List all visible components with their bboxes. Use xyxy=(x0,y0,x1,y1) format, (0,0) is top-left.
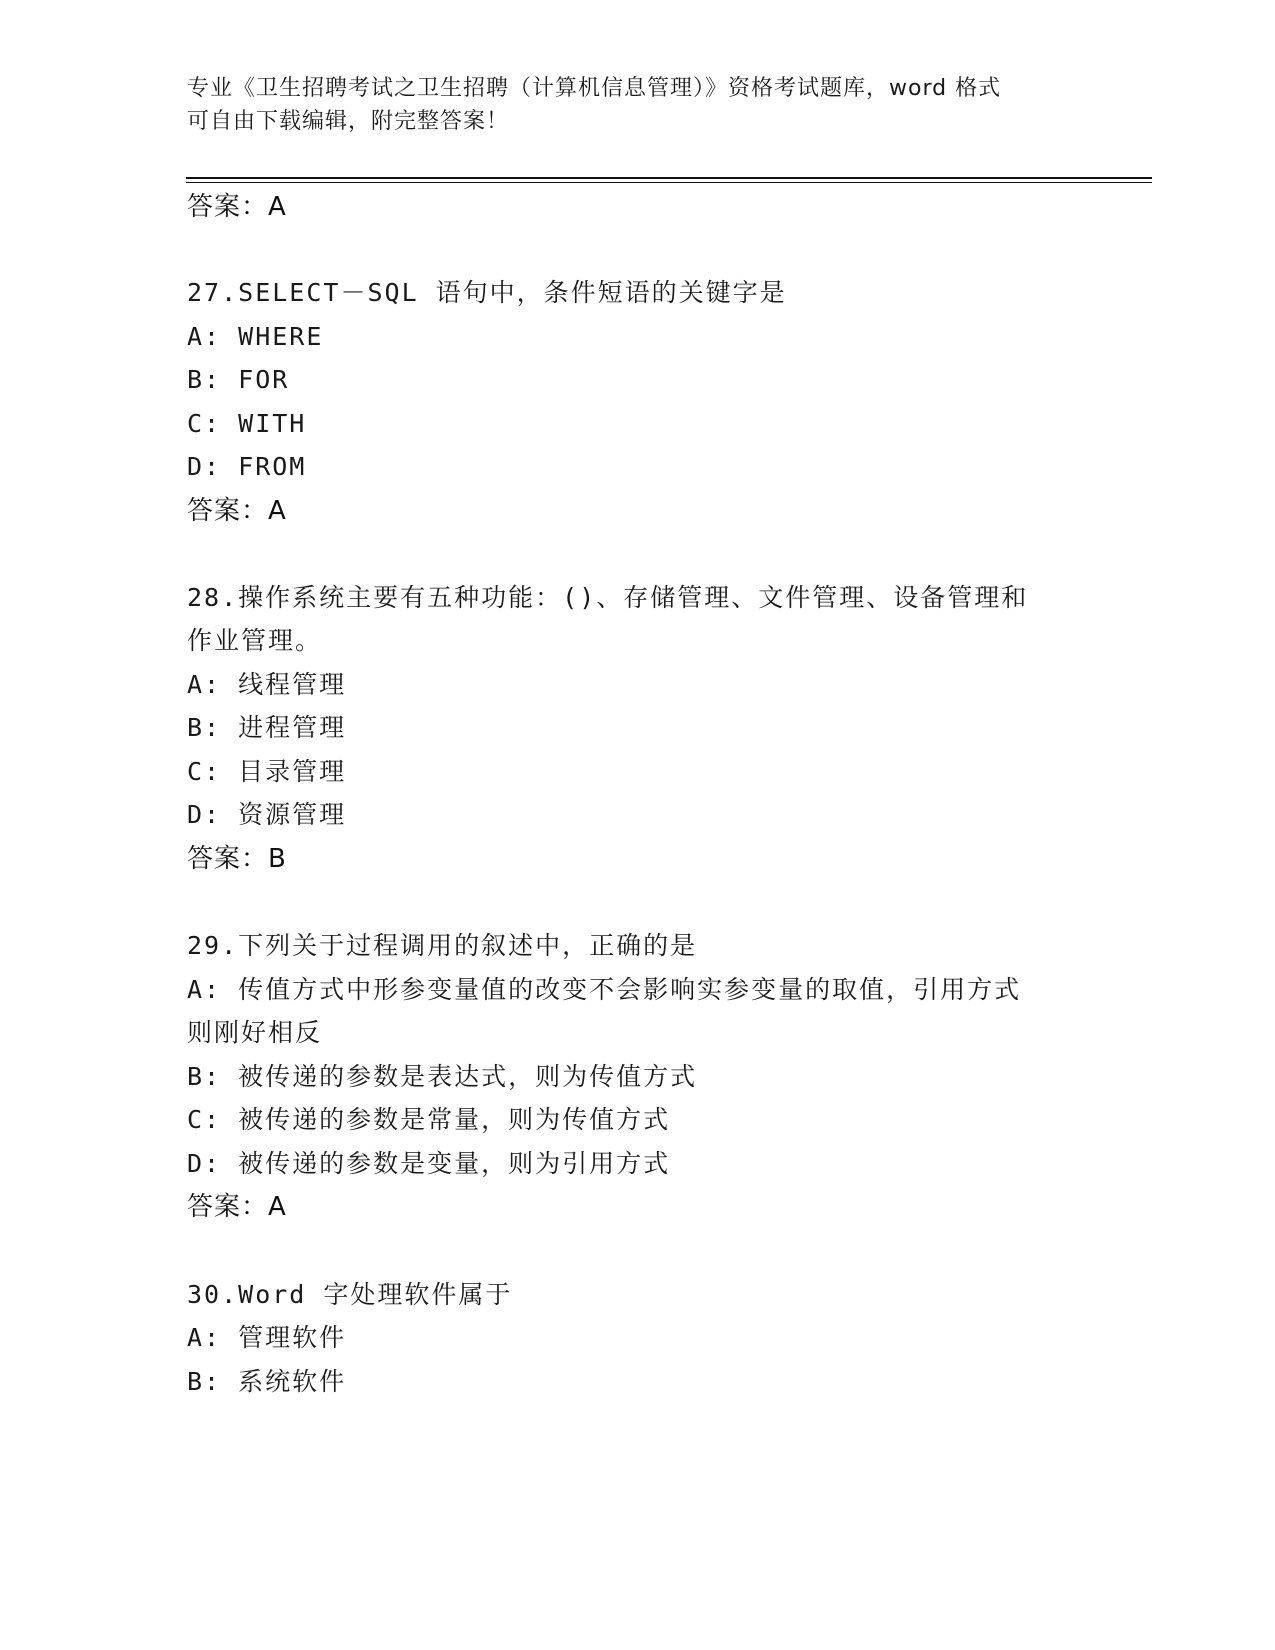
question-28-option-c: C: 目录管理 xyxy=(187,757,347,786)
question-27-option-a: A: WHERE xyxy=(187,322,324,351)
question-29-option-a-line-1: A: 传值方式中形参变量值的改变不会影响实参变量的取值，引用方式 xyxy=(187,975,1022,1004)
answer-previous: 答案：A xyxy=(187,192,287,222)
question-27-option-c: C: WITH xyxy=(187,409,307,438)
question-28-option-d: D: 资源管理 xyxy=(187,800,347,829)
question-29-option-d: D: 被传递的参数是变量，则为引用方式 xyxy=(187,1149,671,1178)
question-28-option-b: B: 进程管理 xyxy=(187,713,347,742)
question-30-option-a: A: 管理软件 xyxy=(187,1323,347,1352)
document-header xyxy=(187,72,1067,138)
question-27-stem: 27.SELECT－SQL 语句中，条件短语的关键字是 xyxy=(187,278,787,307)
question-28-option-a: A: 线程管理 xyxy=(187,670,347,699)
question-28-stem-line-1: 28.操作系统主要有五种功能：()、存储管理、文件管理、设备管理和 xyxy=(187,583,1029,612)
question-29-option-a-line-2: 则刚好相反 xyxy=(187,1018,323,1047)
question-27-answer: 答案：A xyxy=(187,496,287,526)
question-30-stem: 30.Word 字处理软件属于 xyxy=(187,1280,513,1309)
question-30-option-b: B: 系统软件 xyxy=(187,1367,347,1396)
question-27-option-d: D: FROM xyxy=(187,452,307,481)
question-29-stem: 29.下列关于过程调用的叙述中，正确的是 xyxy=(187,931,698,960)
header-divider-thick xyxy=(186,177,1152,179)
question-28-stem-line-2: 作业管理。 xyxy=(187,626,323,655)
question-29-answer: 答案：A xyxy=(187,1192,287,1222)
question-28-answer: 答案：B xyxy=(187,844,287,874)
header-line-2: 可自由下载编辑，附完整答案！ xyxy=(187,109,510,134)
question-29-option-c: C: 被传递的参数是常量，则为传值方式 xyxy=(187,1105,671,1134)
header-line-1: 专业《卫生招聘考试之卫生招聘（计算机信息管理）》资格考试题库，word 格式 xyxy=(187,76,1002,101)
question-29-option-b: B: 被传递的参数是表达式，则为传值方式 xyxy=(187,1062,698,1091)
question-27-option-b: B: FOR xyxy=(187,365,290,394)
header-divider-thin xyxy=(186,182,1152,183)
